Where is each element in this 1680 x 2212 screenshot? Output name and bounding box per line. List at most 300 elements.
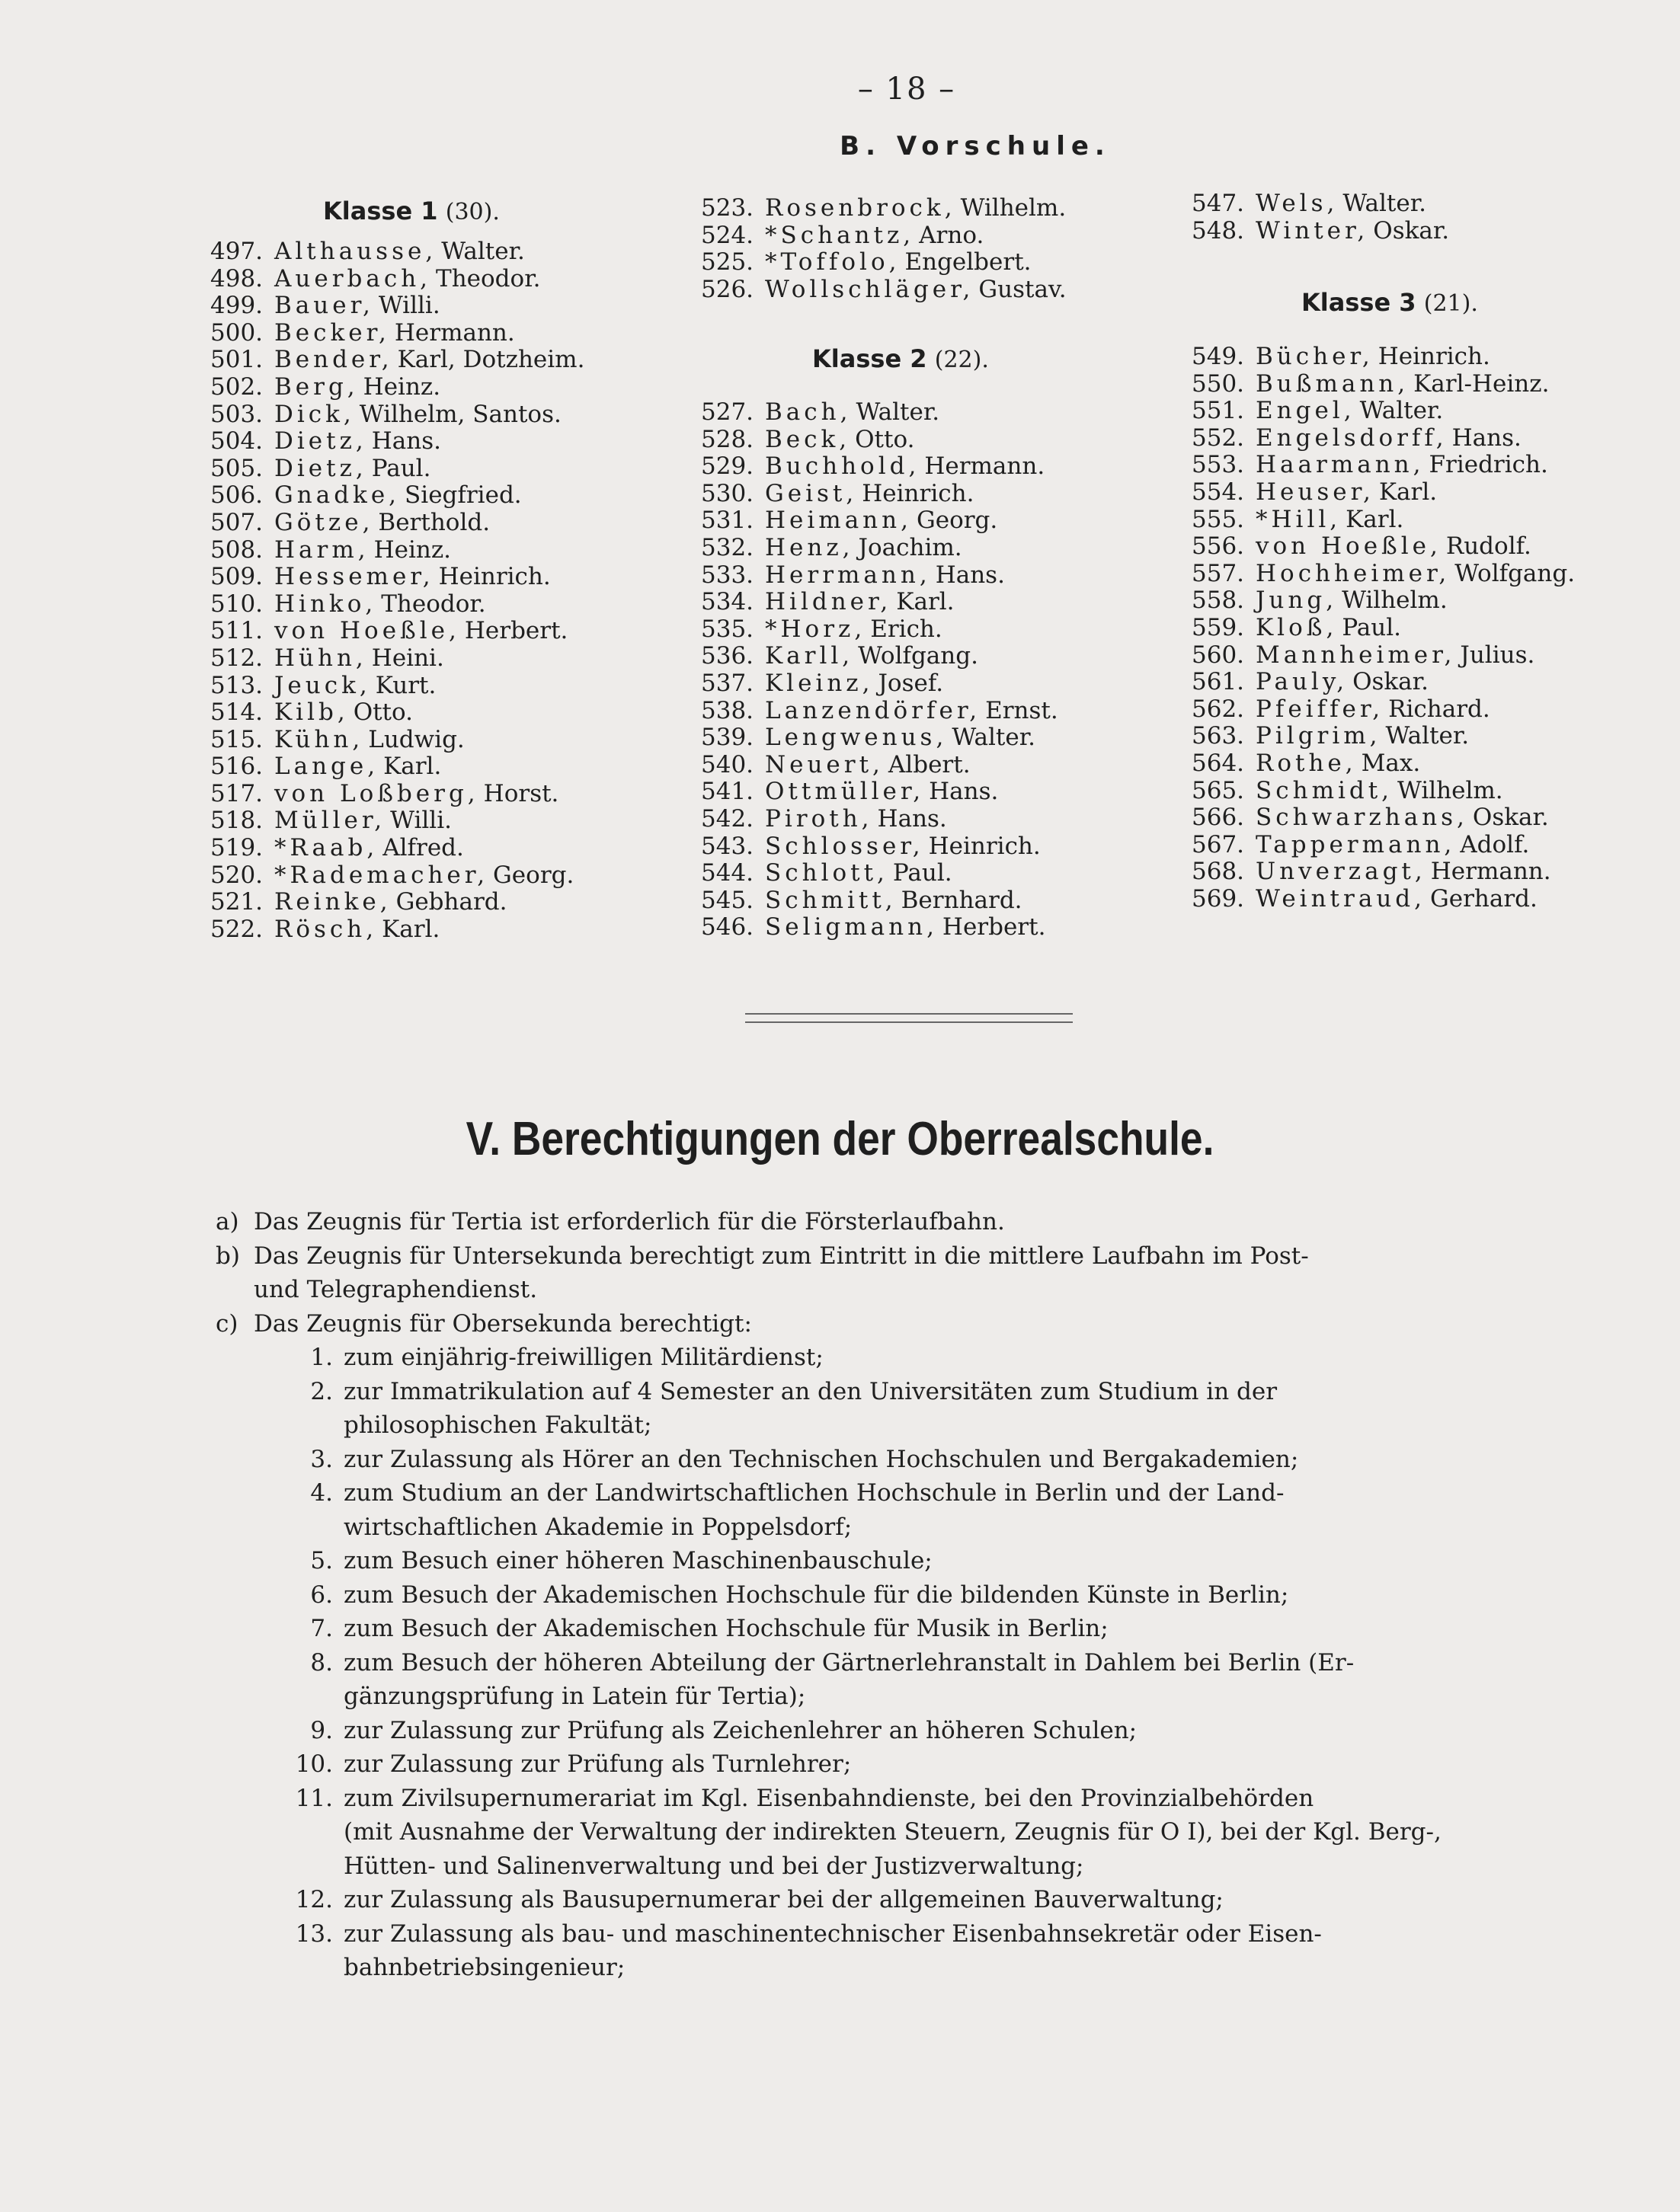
student-given-name: Paul. <box>1342 613 1401 641</box>
student-given-name: Walter. <box>952 724 1035 752</box>
student-surname: Geist, <box>765 479 858 507</box>
student-entry <box>210 320 584 347</box>
student-entry <box>1192 452 1575 479</box>
right-item-text: wirtschaftlichen Akademie in Poppelsdorf; <box>344 1513 853 1541</box>
student-given-name: Karl. <box>1346 505 1404 533</box>
right-item-continued <box>216 1680 1610 1714</box>
right-item-number: 2. <box>310 1377 333 1405</box>
student-given-name: Siegfried. <box>405 481 522 510</box>
student-entry <box>1192 479 1575 507</box>
student-surname: Kilb, <box>274 698 349 727</box>
student-entry <box>210 347 584 374</box>
student-entry <box>1192 615 1575 642</box>
student-entry <box>210 266 584 293</box>
student-entry <box>1192 642 1575 670</box>
student-entry <box>1192 344 1575 371</box>
student-entry <box>210 889 584 916</box>
student-given-name: Hans. <box>877 804 947 833</box>
student-entry <box>701 195 1067 222</box>
student-number: 533. <box>701 561 754 589</box>
student-surname: *Rademacher, <box>274 861 489 889</box>
student-surname: *Hill, <box>1256 505 1342 533</box>
right-item-text: zum Studium an der Landwirtschaftlichen Hochschule in Berlin und der Land- <box>344 1479 1285 1507</box>
student-number: 510. <box>210 590 264 618</box>
student-given-name: Paul. <box>371 454 431 482</box>
student-surname: Dick, <box>274 400 355 428</box>
student-number: 503. <box>210 400 264 428</box>
student-number: 506. <box>210 481 264 510</box>
student-given-name: Willi. <box>390 807 452 835</box>
student-entry <box>701 535 1058 562</box>
student-entry <box>701 643 1058 670</box>
student-number: 545. <box>701 886 754 914</box>
student-given-name: Erich. <box>870 615 942 643</box>
student-entry <box>701 778 1058 806</box>
student-number: 548. <box>1192 216 1245 245</box>
student-entry <box>701 399 1058 427</box>
student-surname: Kühn, <box>274 725 364 753</box>
student-surname: Pauly, <box>1256 668 1349 696</box>
student-entry <box>1192 778 1575 805</box>
class-heading-count: (30). <box>445 199 500 225</box>
student-given-name: Karl, Dotzheim. <box>397 346 585 374</box>
student-surname: Schwarzhans, <box>1256 804 1468 832</box>
right-item-continued <box>216 1951 1610 1985</box>
student-given-name: Georg. <box>493 861 574 889</box>
student-entry <box>701 914 1058 941</box>
student-surname: *Schantz, <box>765 221 915 249</box>
student-given-name: Wilhelm, Santos. <box>359 400 562 428</box>
student-entry <box>701 860 1058 887</box>
student-given-name: Max. <box>1361 749 1421 777</box>
student-given-name: Engelbert. <box>904 248 1032 276</box>
student-given-name: Herbert. <box>464 617 568 645</box>
student-entry <box>1192 886 1575 913</box>
student-entry <box>210 916 584 944</box>
student-entry <box>210 510 584 537</box>
student-number: 569. <box>1192 884 1245 913</box>
right-item-number: 10. <box>295 1750 333 1778</box>
student-number: 514. <box>210 698 264 727</box>
class-2-tail-list <box>1192 190 1449 245</box>
student-surname: Schlosser, <box>765 832 924 860</box>
student-number: 542. <box>701 804 754 833</box>
student-number: 564. <box>1192 749 1245 777</box>
student-surname: Herrmann, <box>765 561 931 589</box>
rights-list <box>216 1205 1610 1985</box>
right-item-number: 12. <box>295 1886 333 1913</box>
student-number: 530. <box>701 479 754 507</box>
student-surname: Lange, <box>274 753 379 781</box>
right-item <box>216 1883 1610 1917</box>
student-given-name: Hans. <box>371 427 442 456</box>
student-number: 535. <box>701 615 754 643</box>
student-number: 501. <box>210 346 264 374</box>
right-item-number: 13. <box>295 1920 333 1948</box>
student-surname: Piroth, <box>765 804 873 833</box>
student-given-name: Wilhelm. <box>1342 587 1448 615</box>
class-1-heading <box>323 197 500 225</box>
student-surname: Bender, <box>274 346 393 374</box>
student-surname: Heimann, <box>765 507 912 535</box>
student-given-name: Friedrich. <box>1429 451 1548 479</box>
student-number: 512. <box>210 644 264 672</box>
student-number: 566. <box>1192 804 1245 832</box>
student-number: 539. <box>701 724 754 752</box>
student-surname: Hinko, <box>274 590 377 618</box>
student-given-name: Gerhard. <box>1429 884 1538 913</box>
student-number: 559. <box>1192 613 1245 641</box>
right-item-number: 5. <box>310 1547 333 1574</box>
right-item <box>216 1747 1610 1782</box>
student-surname: von Hoeßle, <box>1256 532 1442 561</box>
right-item-text: Hütten- und Salinenverwaltung und bei der Justizverwaltung; <box>344 1852 1084 1880</box>
student-surname: Winter, <box>1256 216 1369 245</box>
student-surname: Hochheimer, <box>1256 559 1451 587</box>
student-given-name: Willi. <box>378 292 440 320</box>
student-number: 567. <box>1192 830 1245 858</box>
student-given-name: Arno. <box>919 221 984 249</box>
student-given-name: Heinrich. <box>862 479 974 507</box>
right-item-text: zur Zulassung als Hörer an den Technischen Hochschulen und Bergakademien; <box>344 1445 1299 1473</box>
student-number: 508. <box>210 535 264 564</box>
student-number: 527. <box>701 398 754 426</box>
right-item-number: 7. <box>310 1615 333 1642</box>
student-number: 560. <box>1192 641 1245 669</box>
student-surname: Pfeiffer, <box>1256 695 1384 723</box>
student-given-name: Gebhard. <box>395 888 507 916</box>
right-item-number: 6. <box>310 1581 333 1609</box>
vorschule-continuation-list <box>701 195 1067 303</box>
student-given-name: Adolf. <box>1460 830 1530 858</box>
student-surname: Schlott, <box>765 859 888 887</box>
right-item-text: gänzungsprüfung in Latein für Tertia); <box>344 1683 806 1710</box>
right-item <box>216 1443 1610 1477</box>
student-number: 555. <box>1192 505 1245 533</box>
student-entry <box>701 616 1058 644</box>
student-number: 504. <box>210 427 264 456</box>
student-surname: *Toffolo, <box>765 248 901 276</box>
student-given-name: Hermann. <box>394 318 515 347</box>
student-entry <box>701 698 1058 725</box>
student-entry <box>701 453 1058 481</box>
student-surname: von Loßberg, <box>274 779 479 807</box>
right-item-text: philosophischen Fakultät; <box>344 1411 652 1439</box>
student-given-name: Bernhard. <box>901 886 1022 914</box>
right-text: Das Zeugnis für Untersekunda berechtigt zum Eintritt in die mittlere Laufbahn im Post- <box>254 1242 1309 1270</box>
student-given-name: Hermann. <box>1430 858 1551 886</box>
student-given-name: Hans. <box>935 561 1005 589</box>
student-surname: Rosenbrock, <box>765 194 956 222</box>
student-entry <box>1192 398 1575 425</box>
student-entry <box>210 456 584 483</box>
student-given-name: Georg. <box>916 507 998 535</box>
student-entry <box>701 562 1058 590</box>
student-surname: Unverzagt, <box>1256 858 1426 886</box>
student-number: 531. <box>701 507 754 535</box>
student-surname: Auerbach, <box>274 264 432 292</box>
student-entry <box>701 481 1058 508</box>
student-surname: Henz, <box>765 533 854 561</box>
right-text: Das Zeugnis für Obersekunda berechtigt: <box>254 1309 752 1338</box>
student-entry <box>210 618 584 645</box>
student-entry <box>1192 587 1575 615</box>
right-item <box>216 1782 1610 1816</box>
student-number: 511. <box>210 617 264 645</box>
student-entry <box>210 591 584 619</box>
student-given-name: Heini. <box>371 644 444 672</box>
student-entry <box>210 401 584 429</box>
student-number: 532. <box>701 533 754 561</box>
page-number: – 18 – <box>857 72 956 107</box>
student-entry <box>1192 723 1575 750</box>
student-given-name: Wilhelm. <box>960 194 1067 222</box>
right-item <box>216 1714 1610 1748</box>
student-number: 546. <box>701 913 754 941</box>
student-number: 544. <box>701 859 754 887</box>
student-entry <box>210 564 584 591</box>
student-entry <box>701 806 1058 833</box>
student-number: 498. <box>210 264 264 292</box>
student-surname: Pilgrim, <box>1256 722 1381 750</box>
right-item-number: 11. <box>295 1784 333 1812</box>
student-surname: Seligmann, <box>765 913 938 941</box>
student-entry <box>701 887 1058 915</box>
student-surname: Kleinz, <box>765 669 874 697</box>
student-number: 562. <box>1192 695 1245 723</box>
student-entry <box>701 724 1058 752</box>
class-1-list <box>210 238 584 943</box>
right-item-number: 9. <box>310 1716 333 1744</box>
student-given-name: Otto. <box>855 425 915 453</box>
student-given-name: Heinz. <box>373 535 452 564</box>
student-entry <box>1192 832 1575 859</box>
student-number: 507. <box>210 508 264 536</box>
student-entry <box>1192 561 1575 588</box>
student-surname: Wels, <box>1256 190 1339 217</box>
student-number: 518. <box>210 807 264 835</box>
student-number: 540. <box>701 750 754 778</box>
right-item-text: zur Zulassung zur Prüfung als Zeichenlehrer an höheren Schulen; <box>344 1716 1138 1744</box>
student-number: 505. <box>210 454 264 482</box>
student-surname: von Hoeßle, <box>274 617 460 645</box>
student-number: 529. <box>701 452 754 481</box>
student-surname: Rösch, <box>274 915 378 943</box>
student-given-name: Berthold. <box>378 508 491 536</box>
student-surname: Götze, <box>274 508 374 536</box>
student-number: 553. <box>1192 451 1245 479</box>
class-2-list <box>701 399 1058 941</box>
student-entry <box>701 670 1058 698</box>
right-item-text: zur Zulassung als bau- und maschinentechnischer Eisenbahnsekretär oder Eisen- <box>344 1920 1322 1948</box>
right-text: Das Zeugnis für Tertia ist erforderlich für die Försterlaufbahn. <box>254 1208 1005 1235</box>
student-surname: *Horz, <box>765 615 866 643</box>
rights-heading: V. Berechtigungen der Oberrealschule. <box>466 1113 1214 1165</box>
student-surname: Berg, <box>274 372 359 401</box>
class-heading-label: Klasse 3 <box>1301 288 1416 317</box>
student-entry <box>210 645 584 673</box>
right-item-text: zur Zulassung zur Prüfung als Turnlehrer; <box>344 1750 852 1778</box>
student-number: 536. <box>701 642 754 670</box>
student-number: 517. <box>210 779 264 807</box>
right-item-text: (mit Ausnahme der Verwaltung der indirekten Steuern, Zeugnis für O I), bei der Kgl. Berg-, <box>344 1818 1442 1846</box>
student-surname: Bach, <box>765 398 852 426</box>
student-entry <box>701 222 1067 250</box>
student-given-name: Kurt. <box>375 671 437 699</box>
right-item-text: bahnbetriebsingenieur; <box>344 1954 626 1981</box>
student-number: 516. <box>210 753 264 781</box>
student-number: 547. <box>1192 190 1245 217</box>
student-surname: Lanzendörfer, <box>765 696 981 724</box>
student-surname: Reinke, <box>274 888 392 916</box>
right-item-text: zum Besuch einer höheren Maschinenbauschule; <box>344 1547 933 1574</box>
right-item-number: 1. <box>310 1344 333 1371</box>
student-entry <box>210 862 584 890</box>
student-given-name: Ernst. <box>985 696 1058 724</box>
student-number: 502. <box>210 372 264 401</box>
student-entry <box>210 482 584 510</box>
student-number: 526. <box>701 275 754 303</box>
student-surname: Ottmüller, <box>765 778 925 806</box>
student-given-name: Karl-Heinz. <box>1413 369 1550 398</box>
student-number: 521. <box>210 888 264 916</box>
student-entry <box>210 781 584 808</box>
student-given-name: Gustav. <box>978 275 1067 303</box>
student-given-name: Horst. <box>483 779 559 807</box>
student-surname: Haarmann, <box>1256 451 1425 479</box>
right-item <box>216 1578 1610 1613</box>
student-surname: Jeuck, <box>274 671 371 699</box>
student-given-name: Oskar. <box>1352 668 1429 696</box>
student-given-name: Heinrich. <box>928 832 1041 860</box>
student-surname: Schmitt, <box>765 886 897 914</box>
student-given-name: Paul. <box>892 859 952 887</box>
student-entry <box>210 673 584 700</box>
student-entry <box>210 699 584 727</box>
student-given-name: Oskar. <box>1373 216 1450 245</box>
student-surname: Hessemer, <box>274 563 434 591</box>
student-entry <box>1192 507 1575 534</box>
right-item-continued <box>216 1408 1610 1443</box>
student-given-name: Karl. <box>896 588 955 616</box>
right-item-continued <box>216 1510 1610 1545</box>
student-entry <box>1192 804 1575 832</box>
student-number: 528. <box>701 425 754 453</box>
student-number: 554. <box>1192 478 1245 506</box>
student-surname: Beck, <box>765 425 851 453</box>
student-surname: Gnadke, <box>274 481 401 510</box>
student-given-name: Herbert. <box>942 913 1046 941</box>
class-heading-count: (21). <box>1423 290 1478 317</box>
student-number: 534. <box>701 588 754 616</box>
student-given-name: Rudolf. <box>1445 532 1531 561</box>
student-number: 551. <box>1192 397 1245 425</box>
student-entry <box>701 276 1067 304</box>
student-number: 568. <box>1192 858 1245 886</box>
student-surname: Buchhold, <box>765 452 920 481</box>
student-given-name: Heinrich. <box>1378 343 1490 370</box>
right-b-continued <box>216 1273 1610 1307</box>
student-surname: Schmidt, <box>1256 776 1394 804</box>
student-number: 522. <box>210 915 264 943</box>
right-item-text: zum einjährig-freiwilligen Militärdienst; <box>344 1344 824 1371</box>
student-surname: Dietz, <box>274 427 367 456</box>
student-given-name: Karl. <box>1378 478 1438 506</box>
right-item-text: zum Besuch der Akademischen Hochschule für Musik in Berlin; <box>344 1615 1109 1642</box>
student-surname: Müller, <box>274 807 386 835</box>
right-item <box>216 1341 1610 1375</box>
student-given-name: Richard. <box>1388 695 1490 723</box>
right-item-number: 8. <box>310 1648 333 1677</box>
student-surname: Tappermann, <box>1256 830 1456 858</box>
student-given-name: Walter. <box>1342 190 1426 217</box>
student-entry <box>1192 371 1575 398</box>
class-3-heading <box>1301 288 1478 317</box>
student-given-name: Theodor. <box>436 264 541 292</box>
student-entry <box>210 292 584 320</box>
student-surname: Becker, <box>274 318 390 347</box>
student-given-name: Walter. <box>1359 397 1444 425</box>
student-given-name: Walter. <box>1385 722 1470 750</box>
right-item <box>216 1612 1610 1646</box>
student-number: 497. <box>210 238 264 265</box>
student-number: 543. <box>701 832 754 860</box>
student-surname: Althausse, <box>274 238 437 265</box>
student-entry <box>1192 533 1575 561</box>
student-surname: Bauer, <box>274 292 374 320</box>
student-number: 537. <box>701 669 754 697</box>
student-entry <box>1192 858 1575 886</box>
student-given-name: Hermann. <box>924 452 1045 481</box>
student-number: 519. <box>210 834 264 862</box>
student-surname: Heuser, <box>1256 478 1374 506</box>
right-item-text: zur Zulassung als Bausupernumerar bei der allgemeinen Bauverwaltung; <box>344 1886 1224 1913</box>
student-number: 525. <box>701 248 754 276</box>
student-given-name: Joachim. <box>858 533 962 561</box>
student-entry <box>210 807 584 835</box>
student-given-name: Albert. <box>888 750 971 778</box>
student-entry <box>701 249 1067 276</box>
student-given-name: Ludwig. <box>368 725 465 753</box>
student-surname: Weintraud, <box>1256 884 1426 913</box>
student-surname: Hühn, <box>274 644 367 672</box>
student-entry <box>701 427 1058 454</box>
student-entry <box>1192 750 1575 778</box>
student-surname: Lengwenus, <box>765 724 948 752</box>
student-surname: Wollschläger, <box>765 275 974 303</box>
student-given-name: Otto. <box>353 698 413 727</box>
student-entry <box>210 428 584 456</box>
right-item-text: zum Zivilsupernumerariat im Kgl. Eisenbahndienste, bei den Provinzialbehörden <box>344 1784 1314 1812</box>
right-label: a) <box>216 1208 239 1235</box>
right-label: b) <box>216 1242 240 1270</box>
student-entry <box>1192 669 1575 696</box>
right-item <box>216 1646 1610 1680</box>
student-surname: Bußmann, <box>1256 369 1410 398</box>
student-entry <box>210 727 584 754</box>
student-given-name: Heinz. <box>363 372 441 401</box>
student-number: 499. <box>210 292 264 320</box>
right-c <box>216 1307 1610 1341</box>
student-number: 541. <box>701 778 754 806</box>
student-surname: Mannheimer, <box>1256 641 1456 669</box>
student-surname: *Raab, <box>274 834 379 862</box>
student-entry <box>701 507 1058 535</box>
student-surname: Karll, <box>765 642 854 670</box>
student-number: 549. <box>1192 343 1245 370</box>
right-item-continued <box>216 1849 1610 1884</box>
right-item-continued <box>216 1815 1610 1849</box>
